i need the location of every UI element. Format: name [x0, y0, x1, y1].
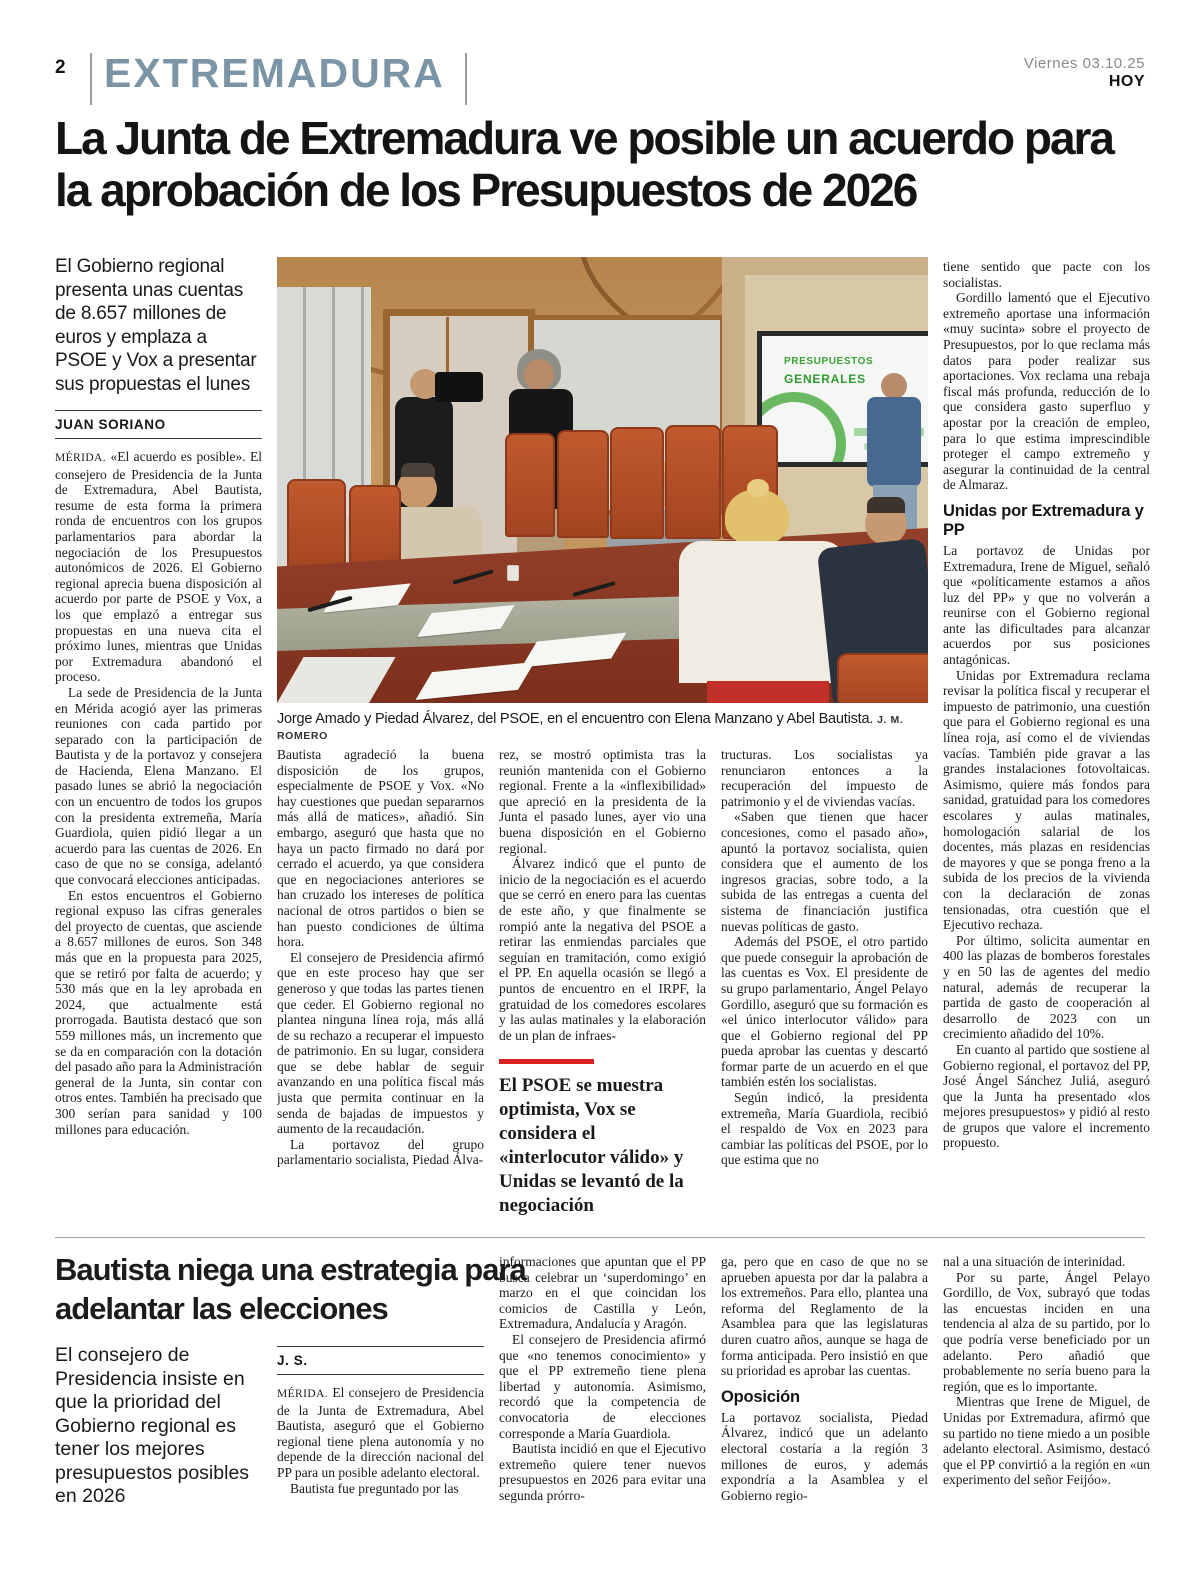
- paragraph: nal a una situación de interinidad.: [943, 1254, 1126, 1269]
- photo-credit: J. M. ROMERO: [277, 714, 904, 742]
- issue-date: Viernes 03.10.25: [1023, 55, 1145, 72]
- chair: [557, 430, 609, 538]
- header-divider-right: [465, 53, 467, 105]
- pull-quote-bar: [499, 1059, 594, 1064]
- main-column-3: [499, 747, 706, 1230]
- newspaper-brand: HOY: [1108, 73, 1145, 90]
- screen-text-line2: GENERALES: [784, 372, 866, 386]
- person-blue-shirt: [867, 397, 921, 487]
- paragraph: Bautista agradeció la buena disposición de los grupos, especialmente de PSOE y Vox. «No hay cuestiones que puedan separarnos más allá de matices», añadió. Sin embargo, aseguró que hasta que no haya un pacto firmado no dará por cerrado el acuerdo, ya que considera que en negociaciones anteriores se han cruzado los intereses de política nacional de otros partidos o bien se han puesto condiciones de última hora.: [277, 747, 484, 950]
- dateline: MÉRIDA.: [277, 1388, 329, 1400]
- chair: [665, 425, 721, 539]
- screen-text-line1: PRESUPUESTOS: [784, 356, 874, 367]
- paragraph: Bautista incidió en que el Ejecutivo extremeño quiere tener nuevos presupuestos en 2026 para evitar una segunda prórro-: [499, 1441, 706, 1503]
- dateline: MÉRIDA.: [55, 452, 107, 464]
- paragraph: La portavoz socialista, Piedad Álvarez, indicó que un adelanto electoral costaría a la región 3 millones de euros, y además expondría a la Asamblea y el Gobierno regio-: [721, 1409, 928, 1503]
- paragraph: Además del PSOE, el otro partido que puede conseguir la aprobación de las cuentas es Vox. El presidente de su grupo parlamentario, Ángel Pelayo Gordillo, aseguró que su formación es «el único interlocutor válido» para que el Gobierno regional del PP pueda aprobar las cuentas y descartó formar parte de un acuerdo en el que también estén los socialistas.: [721, 934, 928, 1090]
- chair: [505, 433, 555, 537]
- paragraph: MÉRIDA. «El acuerdo es posible». El consejero de Presidencia de la Junta de Extremadura, Abel Bautista, resume de esta forma la primera ronda de encuentros con los grupos parlamentarios para abordar la negociación de los Presupuestos autonómicos de 2026. El Gobierno regional aprecia buena disposición al acuerdo por parte de PSOE y Vox, a los que emplazó a entregar sus propuestas en una nueva cita el próximo lunes, mientras que Unidas por Extremadura abandonó el proceso.: [55, 449, 262, 685]
- second-standfirst: El consejero de Presidencia insiste en que la prioridad del Gobierno regional es tener los mejores presupuestos posibles en 2026: [55, 1344, 250, 1507]
- second-column-2: [277, 1346, 484, 1496]
- main-column-4: [721, 747, 928, 1168]
- byline: JUAN SORIANO: [55, 410, 262, 439]
- paragraph: MÉRIDA. El consejero de Presidencia de la Junta de Extremadura, Abel Bautista, aseguró que el Gobierno regional tiene plena autonomía y no depende de la dirección nacional del PP para un posible adelanto electoral.: [277, 1385, 484, 1480]
- paragraph: Mientras que Irene de Miguel, de Unidas por Extremadura, afirmó que su partido no tiene miedo a un posible adelanto electoral. Asimismo, destacó que el PP convirtió a la región en «un experimento del señor Feijóo».: [943, 1394, 1150, 1488]
- header-divider-left: [90, 53, 92, 105]
- main-column-5: [943, 259, 1150, 1230]
- main-article: [55, 255, 1150, 1230]
- person-foreground-skirt: [707, 681, 829, 703]
- masthead-date-block: [1024, 55, 1145, 91]
- paragraph: La portavoz del grupo parlamentario socialista, Piedad Álva-: [277, 1136, 484, 1168]
- paragraph: Por su parte, Ángel Pelayo Gordillo, de Vox, subrayó que todas las encuestas inciden en una tendencia al alza de su partido, por lo que podría verse beneficiado por un adelanto. Pero añadió que probablemente no sería bueno para la región, que es lo importante.: [943, 1269, 1150, 1394]
- person-suit-hair: [867, 497, 905, 513]
- water-glass: [507, 565, 519, 581]
- paragraph: tiene sentido que pacte con los socialistas.: [943, 259, 1150, 290]
- subhead-oposicion: Oposición: [721, 1387, 800, 1406]
- paragraph: La portavoz de Unidas por Extremadura, Irene de Miguel, señaló que «políticamente estamos a años luz del PP» y que no volverán a reunirse con el Gobierno regional ante las dificultades para alcanzar acuerdos por sus posiciones antagónicas.: [943, 542, 1150, 668]
- paragraph: El consejero de Presidencia afirmó que en este proceso hay que ser generoso y que todas las partes tienen que ceder. El Gobierno regional no plantea ninguna línea roja, más allá de su rechazo a recuperar el impuesto de patrimonio. En su lugar, considera que se debe hablar de seguir avanzando en una política fiscal más justa que permita continuar en la senda de bajadas de impuestos y aumento de la recaudación.: [277, 949, 484, 1137]
- video-camera: [435, 372, 483, 402]
- paragraph: ga, pero que en caso de que no se aprueben apuesta por dar la palabra a los extremeños. Para ello, plantea una reforma del Reglamento de la Asamblea para que las legislaturas duren cuatro años, aunque se haga de forma anticipada. Pero insistió en que su prioridad es aprobar las cuentas.: [721, 1254, 928, 1379]
- chair: [287, 479, 346, 575]
- paragraph: rez, se mostró optimista tras la reunión mantenida con el Gobierno regional. Frente a la «inflexibilidad» que apreció en la presidenta de la Junta el pasado lunes, ayer vio una buena disposición en el Gobierno regional.: [499, 747, 706, 856]
- second-column-5: [943, 1254, 1150, 1488]
- second-column-4: [721, 1254, 928, 1503]
- section-title: EXTREMADURA: [104, 50, 445, 96]
- paragraph: En estos encuentros el Gobierno regional expuso las cifras generales del proyecto de cuentas, que asciende a 8.657 millones de euros. Son 348 más que en la propuesta para 2025, que se retiró por falta de acuerdo; y 530 más que en la ley aprobada en 2024, que actualmente está prorrogada. Bautista destacó que son 559 millones más, un incremento que se da en comparación con la dotación del pasado año para la Administración general de la Junta, sin contar con otros entes. También ha precisado que 300 serían para sanidad y 100 millones para educación.: [55, 887, 262, 1137]
- second-byline: J. S.: [277, 1346, 484, 1375]
- photo-caption: [277, 711, 928, 743]
- standfirst: El Gobierno regional presenta unas cuentas de 8.657 millones de euros y emplaza a PSOE y Vox a presentar sus propuestas el lunes: [55, 256, 257, 395]
- article-divider: [55, 1237, 1145, 1238]
- chair: [610, 427, 664, 539]
- caption-text: Jorge Amado y Piedad Álvarez, del PSOE, en el encuentro con Elena Manzano y Abel Bautista.: [277, 711, 874, 727]
- paragraph: Unidas por Extremadura reclama revisar la política fiscal y recuperar el impuesto de patrimonio, una cuestión que para el Gobierno regional es una línea roja, así como el de viviendas vacías. También pide gravar a las grandes instalaciones fotovoltaicas. Asimismo, quiere más fondos para sanidad, gratuidad para los comedores escolares y aulas matinales, homologación salarial de los docentes, más plazas en residencias de mayores y que se ponga freno a la subida de los precios de la vivienda con la declaración de zonas tensionadas, otra cuestión que el Ejecutivo rechaza.: [943, 667, 1150, 933]
- paragraph: Según indicó, la presidenta extremeña, María Guardiola, recibió el respaldo de Vox en 2023 para cambiar las políticas del PSOE, por lo que estima que no: [721, 1090, 928, 1168]
- body-text-col1: [55, 449, 262, 1137]
- main-headline: La Junta de Extremadura ve posible un acuerdo para la aprobación de los Presupuestos de 2026: [55, 112, 1114, 216]
- paragraph: En cuanto al partido que sostiene al Gobierno regional, el portavoz del PP, José Ángel Sánchez Juliá, aseguró que la Junta ha presentado «los mejores presupuestos» y pidió al resto de grupos que valore el incremento propuesto.: [943, 1041, 1150, 1151]
- person-beige-hair: [401, 463, 435, 477]
- paragraph: Gordillo lamentó que el Ejecutivo extremeño aportase una información «muy sucinta» sobre el proyecto de Presupuestos, por lo que reclama más datos para poder realizar sus aportaciones. Vox reclama una rebaja fiscal más profunda, reducción de lo que considera gasto superfluo y apostar por la creación de empleo, para lo que estima imprescindible proteger el campo extremeño y asegurar la continuidad de la central de Almaraz.: [943, 290, 1150, 493]
- main-column-1: [55, 255, 262, 1137]
- second-article: [55, 1248, 1150, 1558]
- paragraph: Por último, solicita aumentar en 400 las plazas de bomberos forestales y en 50 las de agentes del medio natural, además de recuperar la partida de gasto de cooperación al desarrollo de 2023 con un crecimiento añadido del 10%.: [943, 932, 1150, 1042]
- second-column-3: [499, 1254, 706, 1504]
- paragraph: Bautista fue preguntado por las: [290, 1480, 459, 1496]
- page-number: 2: [55, 57, 66, 78]
- paragraph: informaciones que apuntan que el PP busca celebrar un ‘superdomingo’ en marzo en el que coincidan los comicios de Castilla y León, Extremadura, Andalucía y Aragón.: [499, 1254, 706, 1332]
- second-headline: Bautista niega una estrategia para adelantar las elecciones: [55, 1252, 526, 1326]
- paragraph: «Saben que tienen que hacer concesiones, como el pasado año», apuntó la portavoz socialista, quien considera que el aumento de los ingresos gracias, sobre todo, a la subida de las entregas a cuenta del sistema de financiación justifica nuevas políticas de gasto.: [721, 809, 928, 934]
- pull-quote: El PSOE se muestra optimista, Vox se considera el «interlocutor válido» y Unidas se levantó de la negociación: [499, 1075, 684, 1217]
- person-blue-head: [881, 373, 907, 399]
- person-longhair-head: [524, 359, 554, 391]
- paragraph: La sede de Presidencia de la Junta en Mérida acogió ayer las primeras reuniones con cada partido por separado con la participación de Bautista y de la portavoz y consejera de Hacienda, Elena Manzano. El pasado lunes se abrió la negociación con un encuentro de todos los grupos con la presidenta extremeña, María Guardiola, quien pidió llegar a un acuerdo para las cuentas de 2026. En caso de que no se consiga, adelantó que convocará elecciones anticipadas.: [55, 684, 262, 888]
- person-foreground-bun: [747, 479, 769, 497]
- paragraph: tructuras. Los socialistas ya renunciaron entonces a la recuperación del impuesto de patrimonio y el de viviendas vacías.: [721, 747, 928, 809]
- paragraph: El consejero de Presidencia afirmó que «no tenemos conocimiento» y que el PP extremeño tiene plena libertad y autonomía. Asimismo, recordó que la competencia de convocatoria de elecciones corresponde a María Guardiola.: [499, 1331, 706, 1441]
- article-photo: [277, 257, 928, 703]
- person-foreground-hair: [725, 489, 789, 545]
- foreground-chair: [837, 653, 928, 703]
- subhead-unidas-pp: Unidas por Extremadura y PP: [943, 501, 1144, 539]
- main-column-2: [277, 747, 484, 1168]
- paragraph: Álvarez indicó que el punto de inicio de la negociación es el acuerdo que se cerró en enero para las cuentas de este año, y que finalmente se rompió ante la negativa del PSOE a retirar las enmiendas parciales que seguían en tramitación, como exigió el PP. En aquella ocasión se llegó a puntos de encuentro en el IRPF, la gratuidad de los comedores escolares y las aulas matinales y la elaboración de un plan de infraes-: [499, 856, 706, 1043]
